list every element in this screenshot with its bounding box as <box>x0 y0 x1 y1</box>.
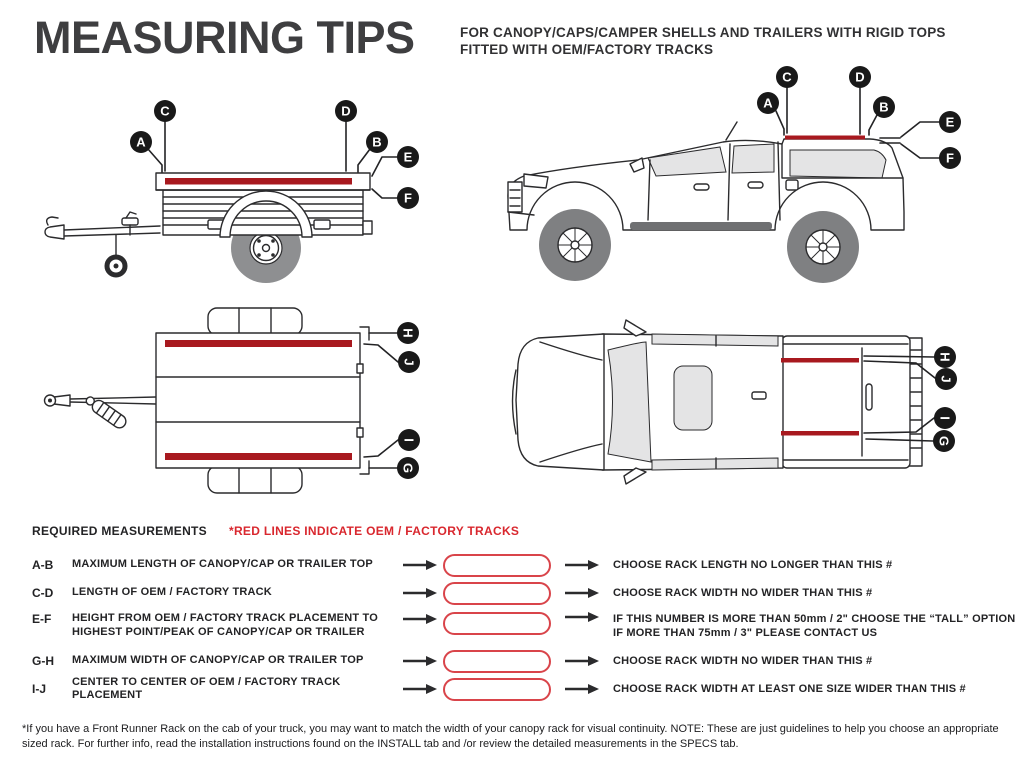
row-result-line1: CHOOSE RACK WIDTH NO WIDER THAN THIS # <box>613 655 873 667</box>
measurement-entry-pill <box>443 554 551 577</box>
row-result <box>613 586 872 600</box>
footnote-line2: sized rack. For further info, read the installation instructions found on the INSTALL tab and /or review the detailed measurements in the SPECS tab. <box>22 737 739 750</box>
page-subtitle <box>460 25 960 58</box>
label-badge-h <box>934 346 956 368</box>
svg-text:B: B <box>879 99 889 115</box>
svg-text:C: C <box>160 103 170 119</box>
measurement-row-cd <box>32 582 872 604</box>
measurement-row-ij <box>32 675 966 701</box>
truck-top-view-diagram <box>490 300 990 515</box>
row-result-line1: IF THIS NUMBER IS MORE THAN 50mm / 2" CHOOSE THE “TALL” OPTION <box>613 613 1016 625</box>
oem-track-red-line <box>165 178 352 185</box>
truck-side-view-diagram <box>490 60 1020 305</box>
oem-track-red-line <box>165 340 352 347</box>
measurement-entry-pill <box>443 650 551 673</box>
label-badge-h <box>397 322 419 344</box>
svg-text:H: H <box>937 352 953 362</box>
row-result-line2: IF MORE THAN 75mm / 3" PLEASE CONTACT US <box>613 627 878 639</box>
row-label-line1: HEIGHT FROM OEM / FACTORY TRACK PLACEMENT TO <box>72 612 379 624</box>
row-id: G-H <box>32 654 54 668</box>
svg-text:G: G <box>400 462 416 474</box>
row-result <box>613 612 1015 640</box>
label-badge-c <box>776 66 798 88</box>
red-lines-note: *RED LINES INDICATE OEM / FACTORY TRACKS <box>228 524 520 538</box>
svg-text:I: I <box>937 416 953 420</box>
trailer-top-view-diagram <box>20 300 450 515</box>
row-label-line2: HIGHEST POINT/PEAK OF CANOPY/CAP OR TRAILER <box>72 625 365 638</box>
row-label <box>72 612 403 639</box>
svg-text:A: A <box>763 95 773 111</box>
row-label-line1: CENTER TO CENTER OF OEM / FACTORY TRACK PLACEMENT <box>72 675 341 701</box>
row-result-line1: CHOOSE RACK WIDTH AT LEAST ONE SIZE WIDER THAN THIS # <box>613 683 966 695</box>
measurement-row-ef <box>32 612 1015 646</box>
label-badge-g <box>933 430 955 452</box>
required-measurements-title: REQUIRED MEASUREMENTS <box>32 524 207 538</box>
label-badge-d <box>849 66 871 88</box>
label-badge-c <box>154 100 176 122</box>
svg-text:D: D <box>855 69 865 85</box>
svg-text:H: H <box>400 328 416 338</box>
arrow-icon <box>403 684 443 694</box>
svg-text:C: C <box>782 69 792 85</box>
svg-text:I: I <box>401 438 417 442</box>
measurement-row-gh <box>32 650 872 672</box>
label-badge-d <box>335 100 357 122</box>
row-label-line1: LENGTH OF OEM / FACTORY TRACK <box>72 586 272 599</box>
svg-text:F: F <box>404 190 412 206</box>
oem-track-red-line <box>781 431 859 436</box>
row-label <box>72 558 403 572</box>
svg-text:D: D <box>341 103 351 119</box>
row-id: I-J <box>32 682 47 696</box>
label-badge-a <box>130 131 152 153</box>
measurement-entry-pill <box>443 678 551 701</box>
label-badge-b <box>873 96 895 118</box>
label-badge-e <box>939 111 961 133</box>
arrow-icon <box>403 656 443 666</box>
arrow-icon <box>565 684 613 694</box>
svg-text:F: F <box>946 150 954 166</box>
row-label <box>72 676 403 703</box>
label-badge-e <box>397 146 419 168</box>
row-label <box>72 586 403 600</box>
arrow-icon <box>565 656 613 666</box>
row-label-line1: MAXIMUM WIDTH OF CANOPY/CAP OR TRAILER TOP <box>72 654 364 667</box>
arrow-icon <box>403 614 443 624</box>
measurement-entry-pill <box>443 612 551 635</box>
row-id: E-F <box>32 612 52 626</box>
arrow-icon <box>565 612 613 622</box>
label-badge-j <box>398 351 420 373</box>
row-result-line1: CHOOSE RACK WIDTH NO WIDER THAN THIS # <box>613 587 873 599</box>
label-badge-j <box>935 368 957 390</box>
measurement-entry-pill <box>443 582 551 605</box>
label-badge-a <box>757 92 779 114</box>
label-badge-i <box>398 429 420 451</box>
arrow-icon <box>565 560 613 570</box>
label-badge-g <box>397 457 419 479</box>
page-title: MEASURING TIPS <box>34 12 415 63</box>
label-badge-f <box>939 147 961 169</box>
svg-text:B: B <box>372 134 382 150</box>
label-badge-b <box>366 131 388 153</box>
arrow-icon <box>403 560 443 570</box>
row-result <box>613 654 872 668</box>
row-result-line1: CHOOSE RACK LENGTH NO LONGER THAN THIS # <box>613 559 893 571</box>
row-id: A-B <box>32 558 54 572</box>
svg-text:E: E <box>945 114 955 130</box>
subtitle-line1: FOR CANOPY/CAPS/CAMPER SHELLS AND TRAILERS WITH RIGID TOPS <box>460 25 946 40</box>
oem-track-red-line <box>781 358 859 363</box>
oem-track-red-line <box>165 453 352 460</box>
row-result <box>613 682 966 696</box>
arrow-icon <box>403 588 443 598</box>
svg-text:J: J <box>938 375 954 383</box>
label-badge-f <box>397 187 419 209</box>
measurement-row-ab <box>32 554 892 576</box>
svg-text:E: E <box>403 149 413 165</box>
label-badge-i <box>934 407 956 429</box>
footnote <box>22 722 1010 751</box>
svg-text:J: J <box>401 358 417 366</box>
measurements-header <box>32 524 519 538</box>
row-label <box>72 654 403 668</box>
row-id: C-D <box>32 586 54 600</box>
row-label-line1: MAXIMUM LENGTH OF CANOPY/CAP OR TRAILER TOP <box>72 558 373 571</box>
trailer-side-view-diagram <box>30 85 450 300</box>
svg-text:A: A <box>136 134 146 150</box>
footnote-line1: *If you have a Front Runner Rack on the cab of your truck, you may want to match the width of your canopy rack for visual continuity. NOTE: These are just guidelines to help you choose an appropriate <box>22 723 999 735</box>
svg-text:G: G <box>936 435 952 447</box>
subtitle-line2: FITTED WITH OEM/FACTORY TRACKS <box>460 41 714 57</box>
row-result <box>613 558 892 572</box>
oem-track-red-line <box>785 136 865 140</box>
arrow-icon <box>565 588 613 598</box>
